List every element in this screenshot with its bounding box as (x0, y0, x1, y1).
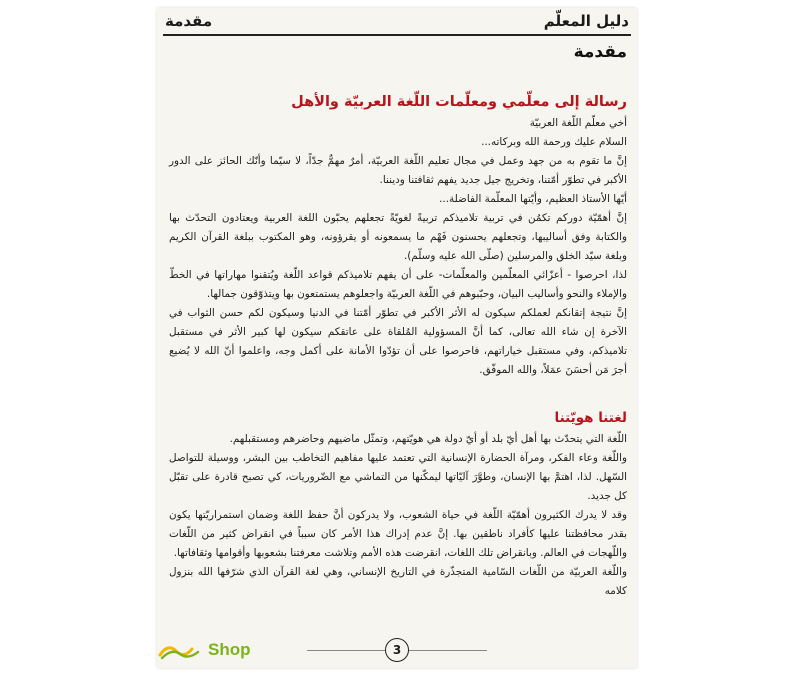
paragraph: إنَّ نتيجة إتقانكم لعملكم سيكون له الأثر الأكبر في تطوّر أمّتنا في الدنيا وسيكون لكم حسن الثواب في الآخرة إن شاء الله تعالى، كما أنَّ المسؤولية المُلقاة على عاتقكم سيكون لها كبير الأثر في مستقبل تلاميذكم، وفي مستقبل خياراتهم، فاحرصوا على أن تؤدّوا الأمانة على أكمل وجه، واعلموا أنّ الله لا يُضيع أجرَ مَن أحسَنَ عمَلاً، والله الموفّق. (169, 307, 627, 376)
paragraph: إنَّ ما تقوم به من جهد وعمل في مجال تعليم اللّغة العربيّة، أمرٌ مهمٌّ جدّاً، لا سيّما وأنّك الحائز على الدور الأكبر في تطوّر أمّتنا، وتخريج جيل جديد يفهم ثقافتنا وديننا. (169, 155, 627, 186)
address-line: أيّها الأستاذ العظيم، وأيّتها المعلّمة الفاضلة... (439, 193, 627, 205)
page-title: مقدمة (573, 42, 627, 62)
section-heading-identity: لغتنا هويّتنا (554, 410, 627, 426)
section-heading-letter: رسالة إلى معلّمي ومعلّمات اللّغة العربيّة والأهل (291, 94, 627, 110)
header-book-title: دليل المعلّم (543, 12, 629, 30)
shop-logo-text: Shop (208, 640, 251, 659)
running-header (165, 10, 629, 32)
greeting-line: السلام عليك ورحمة الله وبركاته... (481, 136, 627, 148)
paragraph: واللّغة وعاء الفكر، ومرآة الحضارة الإنسانية التي تعتمد عليها مفاهيم التخاطب بين البشر، ووسيلة للتواصل السّهل. لذا، اهتمَّ بها الإنسان، وطوَّرَ آليّاتها ليمكّنها من التماشي مع الضّروريات، كي تصبح قادرة على تقبّل كل جديد. (169, 452, 627, 502)
shop-logo (158, 639, 251, 661)
book-page (157, 8, 637, 668)
page-number: 3 (385, 638, 409, 662)
page-content (169, 90, 627, 601)
header-section-title: مقدمة (165, 12, 213, 30)
paragraph: واللّغة العربيّة من اللّغات السّامية المتجذّرة في التاريخ الإنساني، وهي لغة القرآن الذي شرّفها الله بنزول كلامه (169, 566, 627, 597)
header-rule (163, 34, 631, 36)
paragraph: إنَّ أهمّيّة دوركم تكمُن في تربية تلاميذكم تربيةً لغويّةً تجعلهم يحبّون اللغة العربية ويعتادون التحدّث بها والكتابة وفق أساليبها، وتجعلهم يحسنون فَهْم ما يسمعونه أو يقرؤونه، وهو المكتوب ببلغة القرآن الكريم وبلغة سيّد الخلق والمرسلين (صلّى الله عليه وسلّم). (169, 212, 627, 262)
paragraph: اللّغة التي يتحدّث بها أهل أيّ بلد أو أيّ دولة هي هويّتهم، وتمثّل ماضيهم وحاضرهم ومستقبلهم. (229, 433, 627, 445)
swoosh-icon (158, 639, 206, 661)
paragraph: وقد لا يدرك الكثيرون أهمّيّة اللّغة في حياة الشعوب، ولا يدركون أنَّ حفظ اللغة وضمان استمراريّتها يكون بقدر محافظتنا عليها كأفراد ناطقين بها. إنَّ عدم إدراك هذا الأمر كان سبباً في انقراض كثير من اللّغات واللّهجات في العالم. وبانقراض تلك اللغات، انقرضت هذه الأمم وتلاشت معرفتنا بشعوبها وأقوامها وثقافاتها. (169, 509, 627, 559)
salutation-line: أخي معلّم اللّغة العربيّة (529, 117, 627, 129)
paragraph: لذا، احرصوا - أعزّائي المعلّمين والمعلّمات- على أن يفهم تلاميذكم قواعد اللّغة ويُتقنوا مهاراتها في الخطّ والإملاء والنحو وأساليب البيان، وحبّبوهم في اللّغة العربيّة واجعلوهم يستمتعون بها ويتذوّقون جمالها. (169, 269, 627, 300)
